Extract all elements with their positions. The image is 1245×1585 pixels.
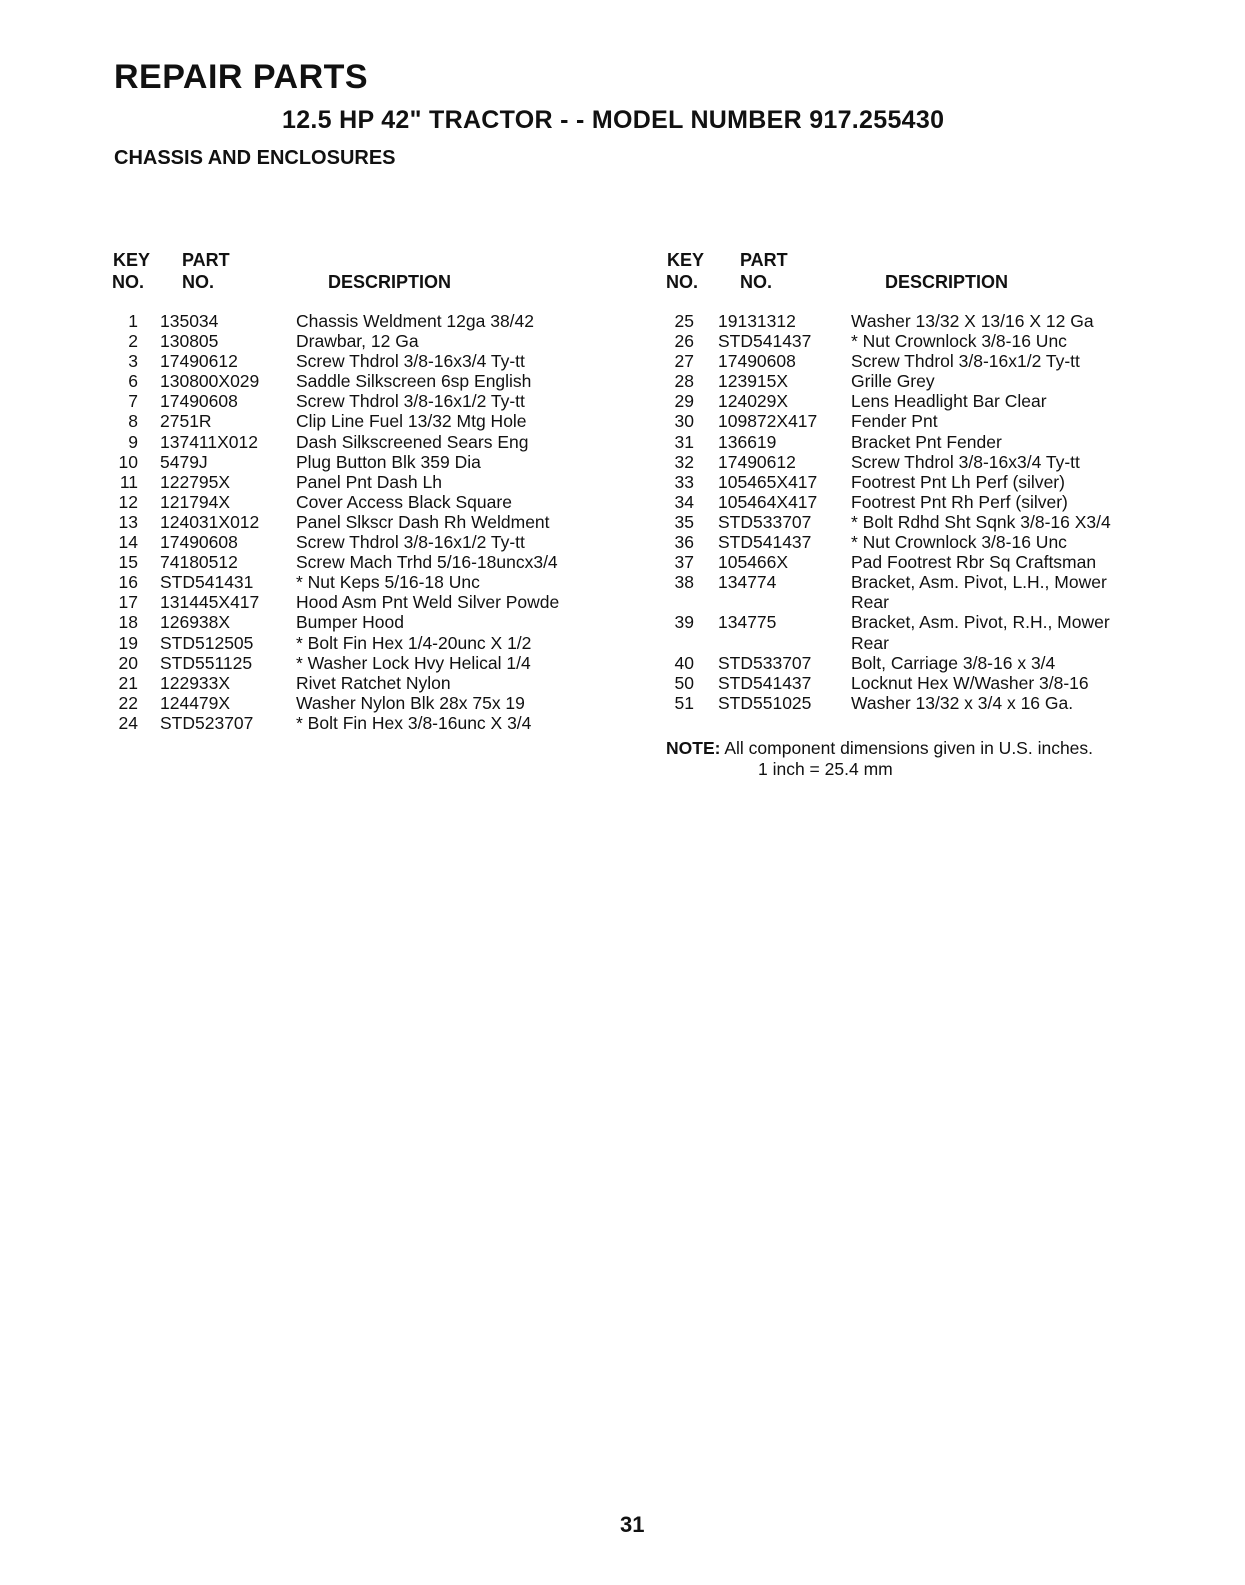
table-row xyxy=(112,612,632,632)
page-title: REPAIR PARTS xyxy=(114,58,369,96)
table-row xyxy=(112,391,632,411)
part-description: Bracket, Asm. Pivot, R.H., Mower xyxy=(851,612,1110,633)
part-description: Bolt, Carriage 3/8-16 x 3/4 xyxy=(851,652,1056,673)
table-header xyxy=(666,250,1186,302)
part-description: Chassis Weldment 12ga 38/42 xyxy=(296,311,535,331)
part-number: STD551125 xyxy=(160,652,253,673)
part-number: 17490608 xyxy=(718,351,796,372)
key-number: 14 xyxy=(118,532,138,553)
description-header: DESCRIPTION xyxy=(885,272,1009,292)
part-number: 74180512 xyxy=(160,552,238,573)
key-number: 6 xyxy=(128,371,138,392)
part-description: Screw Mach Trhd 5/16-18uncx3/4 xyxy=(296,552,558,573)
part-number: 135034 xyxy=(160,311,219,331)
part-description: Footrest Pnt Rh Perf (silver) xyxy=(851,491,1068,512)
part-description: Bumper Hood xyxy=(296,612,404,633)
table-row xyxy=(112,331,632,351)
part-number: 136619 xyxy=(718,431,777,452)
table-row xyxy=(112,432,632,452)
part-number: 105464X417 xyxy=(718,491,818,512)
key-number: 50 xyxy=(674,672,694,693)
key-number: 7 xyxy=(128,391,138,412)
note-label: NOTE: xyxy=(666,738,721,758)
part-description: * Nut Crownlock 3/8-16 Unc xyxy=(851,532,1067,553)
key-header-top: KEY xyxy=(113,250,151,270)
rows-left xyxy=(112,311,632,733)
table-row xyxy=(666,351,1186,371)
table-row xyxy=(666,592,1186,612)
table-row xyxy=(666,693,1186,713)
key-number: 34 xyxy=(674,491,694,512)
key-number: 15 xyxy=(118,552,138,573)
part-number: 134775 xyxy=(718,612,777,633)
table-row xyxy=(112,592,632,612)
table-row xyxy=(666,532,1186,552)
part-number: 134774 xyxy=(718,572,777,593)
part-number: 17490612 xyxy=(160,351,238,372)
table-row xyxy=(112,532,632,552)
key-number: 30 xyxy=(674,411,694,432)
part-description: * Bolt Rdhd Sht Sqnk 3/8-16 X3/4 xyxy=(851,511,1111,532)
key-number: 3 xyxy=(128,351,138,372)
table-row xyxy=(112,633,632,653)
part-number: 124029X xyxy=(718,391,789,412)
part-description: Panel Pnt Dash Lh xyxy=(296,471,442,492)
part-number: 17490608 xyxy=(160,532,238,553)
key-number: 19 xyxy=(118,632,138,653)
part-description: Hood Asm Pnt Weld Silver Powde xyxy=(296,592,560,613)
key-header-top: KEY xyxy=(667,250,705,270)
part-description: Cover Access Black Square xyxy=(296,491,512,512)
part-description: Bracket Pnt Fender xyxy=(851,431,1002,452)
part-description: Drawbar, 12 Ga xyxy=(296,331,419,352)
key-number: 11 xyxy=(119,471,138,492)
part-number: 109872X417 xyxy=(718,411,818,432)
key-number: 1 xyxy=(128,311,138,331)
key-number: 21 xyxy=(118,672,138,693)
part-description: Saddle Silkscreen 6sp English xyxy=(296,371,532,392)
key-number: 10 xyxy=(118,451,138,472)
part-description: Screw Thdrol 3/8-16x3/4 Ty-tt xyxy=(851,451,1080,472)
key-number: 17 xyxy=(118,592,138,613)
part-description: Washer 13/32 x 3/4 x 16 Ga. xyxy=(851,692,1074,713)
parts-table-left xyxy=(112,250,632,733)
part-number: 130805 xyxy=(160,331,219,352)
part-description: Pad Footrest Rbr Sq Craftsman xyxy=(851,552,1097,573)
description-header: DESCRIPTION xyxy=(328,272,452,292)
key-number: 27 xyxy=(674,351,694,372)
table-row xyxy=(666,331,1186,351)
key-header-bottom: NO. xyxy=(112,272,145,292)
part-description: * Nut Crownlock 3/8-16 Unc xyxy=(851,331,1067,352)
key-number: 8 xyxy=(128,411,138,432)
table-row xyxy=(112,472,632,492)
table-header xyxy=(112,250,632,302)
part-header-top: PART xyxy=(182,250,230,270)
table-row xyxy=(112,492,632,512)
key-number: 2 xyxy=(128,331,138,352)
key-number: 16 xyxy=(118,572,138,593)
part-number: 122933X xyxy=(160,672,231,693)
key-number: 33 xyxy=(674,471,694,492)
table-row xyxy=(666,371,1186,391)
part-description: * Nut Keps 5/16-18 Unc xyxy=(296,572,480,593)
part-number: STD541431 xyxy=(160,572,254,593)
key-number: 24 xyxy=(118,712,138,733)
part-number: 130800X029 xyxy=(160,371,260,392)
part-number: 17490612 xyxy=(718,451,796,472)
key-number: 51 xyxy=(674,692,694,713)
table-row xyxy=(112,572,632,592)
table-row xyxy=(666,612,1186,632)
part-description: Locknut Hex W/Washer 3/8-16 xyxy=(851,672,1089,693)
section-heading: CHASSIS AND ENCLOSURES xyxy=(114,147,396,169)
part-header-bottom: NO. xyxy=(182,272,215,292)
table-row xyxy=(666,472,1186,492)
part-number: 122795X xyxy=(160,471,231,492)
part-description: Footrest Pnt Lh Perf (silver) xyxy=(851,471,1065,492)
part-number: STD533707 xyxy=(718,652,812,673)
part-description: * Bolt Fin Hex 1/4-20unc X 1/2 xyxy=(296,632,532,653)
part-description: Screw Thdrol 3/8-16x1/2 Ty-tt xyxy=(296,532,525,553)
part-description: Washer Nylon Blk 28x 75x 19 xyxy=(296,692,525,713)
key-number: 32 xyxy=(674,451,694,472)
table-row xyxy=(666,512,1186,532)
part-description: Plug Button Blk 359 Dia xyxy=(296,451,481,472)
part-description: * Bolt Fin Hex 3/8-16unc X 3/4 xyxy=(296,712,532,733)
key-number: 9 xyxy=(128,431,138,452)
key-number: 40 xyxy=(674,652,694,673)
part-description: Bracket, Asm. Pivot, L.H., Mower xyxy=(851,572,1107,593)
page-number: 31 xyxy=(620,1512,645,1537)
part-description: Screw Thdrol 3/8-16x1/2 Ty-tt xyxy=(296,391,525,412)
model-subtitle: 12.5 HP 42" TRACTOR - - MODEL NUMBER 917.255430 xyxy=(282,106,945,134)
part-description: Clip Line Fuel 13/32 Mtg Hole xyxy=(296,411,527,432)
table-row xyxy=(112,552,632,572)
part-header-bottom: NO. xyxy=(740,272,773,292)
part-description: Rivet Ratchet Nylon xyxy=(296,672,451,693)
part-number: 19131312 xyxy=(718,311,796,331)
table-row xyxy=(112,311,632,331)
part-number: 105465X417 xyxy=(718,471,818,492)
part-description: Dash Silkscreened Sears Eng xyxy=(296,431,529,452)
part-number: 105466X xyxy=(718,552,789,573)
part-number: 17490608 xyxy=(160,391,238,412)
table-row xyxy=(112,693,632,713)
key-number: 29 xyxy=(674,391,694,412)
part-header-top: PART xyxy=(740,250,788,270)
key-number: 13 xyxy=(118,511,138,532)
table-row xyxy=(112,653,632,673)
part-description: Screw Thdrol 3/8-16x3/4 Ty-tt xyxy=(296,351,525,372)
part-number: 137411X012 xyxy=(160,431,258,452)
table-row xyxy=(112,371,632,391)
part-description: Screw Thdrol 3/8-16x1/2 Ty-tt xyxy=(851,351,1080,372)
table-row xyxy=(112,411,632,431)
table-row xyxy=(666,653,1186,673)
rows-right xyxy=(666,311,1186,713)
key-number: 22 xyxy=(118,692,138,713)
part-number: STD541437 xyxy=(718,532,812,553)
table-row xyxy=(112,452,632,472)
key-number: 37 xyxy=(674,552,694,573)
table-row xyxy=(666,492,1186,512)
part-number: 126938X xyxy=(160,612,231,633)
part-number: 123915X xyxy=(718,371,789,392)
part-description: Washer 13/32 X 13/16 X 12 Ga xyxy=(851,311,1094,331)
table-row xyxy=(666,311,1186,331)
part-description: Grille Grey xyxy=(851,371,935,392)
table-row xyxy=(666,452,1186,472)
part-description: Rear xyxy=(851,632,889,653)
part-number: 2751R xyxy=(160,411,212,432)
key-number: 18 xyxy=(118,612,138,633)
table-row xyxy=(112,673,632,693)
key-number: 26 xyxy=(674,331,694,352)
part-number: 124031X012 xyxy=(160,511,260,532)
key-number: 31 xyxy=(674,431,694,452)
table-row xyxy=(666,391,1186,411)
note-conversion: 1 inch = 25.4 mm xyxy=(758,759,893,779)
part-number: 131445X417 xyxy=(160,592,260,613)
part-number: STD523707 xyxy=(160,712,254,733)
part-number: STD533707 xyxy=(718,511,812,532)
part-description: Panel Slkscr Dash Rh Weldment xyxy=(296,511,550,532)
part-number: STD512505 xyxy=(160,632,254,653)
part-description: Fender Pnt xyxy=(851,411,938,432)
key-number: 28 xyxy=(674,371,694,392)
note-text: All component dimensions given in U.S. inches. xyxy=(724,738,1094,758)
key-number: 36 xyxy=(674,532,694,553)
parts-table-right xyxy=(666,250,1186,713)
key-number: 20 xyxy=(118,652,138,673)
part-number: 5479J xyxy=(160,451,208,472)
table-row xyxy=(112,351,632,371)
table-row xyxy=(112,512,632,532)
part-number: STD551025 xyxy=(718,692,812,713)
table-row xyxy=(666,633,1186,653)
part-number: 124479X xyxy=(160,692,231,713)
dimensions-note xyxy=(666,738,1093,780)
table-row xyxy=(666,673,1186,693)
part-description: * Washer Lock Hvy Helical 1/4 xyxy=(296,652,531,673)
key-number: 38 xyxy=(674,572,694,593)
table-row xyxy=(666,411,1186,431)
key-number: 25 xyxy=(674,311,694,331)
part-description: Rear xyxy=(851,592,889,613)
part-number: STD541437 xyxy=(718,331,812,352)
part-number: STD541437 xyxy=(718,672,812,693)
key-header-bottom: NO. xyxy=(666,272,699,292)
key-number: 35 xyxy=(674,511,694,532)
key-number: 39 xyxy=(674,612,694,633)
table-row xyxy=(666,552,1186,572)
table-row xyxy=(666,432,1186,452)
table-row xyxy=(112,713,632,733)
key-number: 12 xyxy=(118,491,138,512)
table-row xyxy=(666,572,1186,592)
part-description: Lens Headlight Bar Clear xyxy=(851,391,1047,412)
part-number: 121794X xyxy=(160,491,231,512)
